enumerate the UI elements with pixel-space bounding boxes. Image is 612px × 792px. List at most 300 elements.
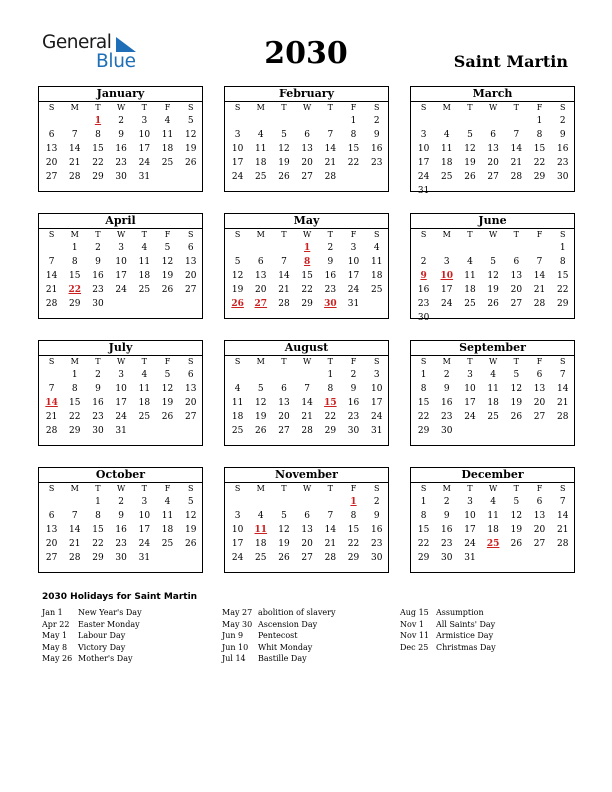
weekday-header: T [467, 484, 473, 493]
day-cell: 14 [533, 271, 546, 281]
day-cell: 27 [533, 539, 546, 549]
logo [42, 32, 142, 72]
weekday-header: F [350, 103, 357, 112]
day-cell: 17 [115, 398, 127, 408]
day-cell: 31 [138, 553, 151, 563]
day-cell: 12 [184, 511, 197, 521]
day-cell: 19 [161, 271, 174, 281]
empty-cell [412, 241, 435, 255]
day-cell: 13 [255, 271, 267, 281]
day-cell: 7 [327, 511, 334, 521]
day-cell: 28 [324, 553, 337, 563]
day-cell: 14 [324, 525, 337, 535]
day-cell: 6 [281, 384, 287, 394]
day-cell: 23 [441, 539, 453, 549]
day-cell: 12 [464, 144, 476, 154]
holiday-date: Nov 1 [400, 619, 424, 629]
weekday-header: W [303, 230, 312, 239]
weekday-header: T [281, 484, 287, 493]
holiday-date: Nov 11 [400, 631, 430, 640]
month-february [224, 86, 389, 192]
day-cell: 8 [536, 130, 543, 140]
day-cell: 30 [92, 299, 104, 309]
weekday-header: S [559, 230, 566, 239]
day-cell: 14 [301, 398, 313, 408]
day-cell: 13 [301, 144, 313, 154]
empty-cell [63, 495, 86, 509]
month-title: February [225, 87, 388, 102]
weekday-header: M [442, 103, 451, 112]
day-cell: 25 [138, 412, 151, 422]
holiday-name: Whit Monday [258, 642, 313, 652]
holiday-row [222, 642, 335, 654]
holiday-date: Dec 25 [400, 642, 429, 652]
day-cell: 23 [115, 158, 127, 168]
day-cell: 15 [301, 271, 313, 281]
empty-cell [272, 114, 295, 128]
day-cell: 9 [118, 511, 125, 521]
holiday-date: May 1 [42, 631, 68, 640]
day-cell: 6 [48, 511, 55, 521]
weekday-header: S [420, 103, 427, 112]
day-cell: 6 [536, 370, 543, 380]
month-title: September [411, 341, 574, 356]
day-cell: 30 [115, 172, 127, 182]
day-cell: 3 [141, 116, 148, 126]
holiday-name: abolition of slavery [258, 608, 336, 617]
day-cell: 23 [556, 158, 569, 168]
day-cell: 25 [138, 285, 151, 295]
empty-cell [319, 495, 342, 509]
day-cell: 5 [281, 130, 287, 140]
day-cell: 29 [417, 426, 430, 436]
day-cell: 21 [45, 285, 58, 295]
day-cell: 23 [92, 285, 104, 295]
holiday-date: Apr 22 [42, 619, 70, 629]
day-cell: 7 [536, 257, 543, 267]
day-cell: 7 [48, 257, 55, 267]
day-cell: 11 [231, 398, 244, 408]
day-cell: 10 [115, 384, 127, 394]
day-cell: 23 [115, 539, 127, 549]
day-cell: 6 [48, 130, 55, 140]
day-cell: 21 [324, 158, 337, 168]
holiday-name: Bastille Day [258, 654, 307, 663]
empty-cell [435, 241, 458, 255]
day-cell: 14 [278, 271, 290, 281]
day-cell: 14 [324, 144, 337, 154]
day-cell: 30 [92, 426, 104, 436]
empty-cell [249, 368, 272, 382]
day-cell: 24 [138, 158, 151, 168]
day-cell: 29 [92, 553, 104, 563]
month-april [38, 213, 203, 319]
day-cell: 1 [71, 243, 78, 253]
day-cell: 14 [45, 271, 58, 281]
day-cell: 16 [441, 398, 453, 408]
day-cell: 20 [255, 285, 267, 295]
day-cell: 26 [487, 299, 499, 309]
day-cell: 20 [278, 412, 290, 422]
day-cell: 19 [278, 158, 290, 168]
day-cell: 3 [467, 497, 473, 507]
day-cell: 11 [370, 257, 383, 267]
day-cell: 14 [556, 511, 569, 521]
weekday-header: T [141, 484, 148, 493]
day-cell: 18 [138, 398, 151, 408]
day-cell: 9 [95, 257, 101, 267]
weekday-header: T [95, 103, 101, 112]
day-cell: 24 [115, 285, 127, 295]
day-cell: 15 [347, 144, 360, 154]
holiday-column [42, 607, 142, 665]
day-cell: 3 [373, 370, 380, 380]
holiday-day: 26 [231, 299, 244, 309]
day-cell: 3 [141, 497, 148, 507]
day-cell: 2 [559, 116, 566, 126]
day-cell: 27 [45, 172, 58, 182]
weekday-header: S [48, 357, 55, 366]
day-cell: 1 [536, 116, 543, 126]
holiday-name: All Saints' Day [436, 619, 496, 629]
weekday-header: S [48, 103, 55, 112]
holiday-date: Jul 14 [222, 654, 246, 663]
day-cell: 7 [71, 130, 78, 140]
holiday-name: Assumption [436, 608, 484, 617]
weekday-header: S [234, 230, 241, 239]
logo-blue-text: Blue [96, 51, 136, 72]
weekday-header: F [536, 103, 543, 112]
day-grid [411, 483, 574, 565]
day-cell: 28 [556, 539, 569, 549]
day-cell: 11 [487, 511, 499, 521]
day-cell: 26 [278, 172, 290, 182]
day-cell: 21 [533, 285, 546, 295]
day-cell: 4 [490, 370, 497, 380]
day-cell: 22 [556, 285, 569, 295]
day-cell: 23 [370, 539, 383, 549]
day-cell: 2 [350, 370, 357, 380]
day-cell: 13 [533, 511, 546, 521]
holiday-day: 8 [304, 257, 311, 267]
holiday-row [400, 630, 496, 642]
empty-cell [505, 241, 528, 255]
holiday-row [400, 642, 496, 654]
weekday-header: S [559, 357, 566, 366]
day-grid [225, 102, 388, 184]
day-cell: 25 [255, 172, 267, 182]
day-cell: 4 [373, 243, 380, 253]
month-june [410, 213, 575, 323]
day-cell: 16 [115, 525, 127, 535]
weekday-header: T [327, 484, 334, 493]
day-cell: 18 [487, 398, 499, 408]
weekday-header: W [117, 357, 126, 366]
day-cell: 18 [161, 525, 174, 535]
holiday-row [400, 619, 496, 631]
day-cell: 1 [420, 497, 427, 507]
empty-cell [249, 114, 272, 128]
weekday-header: S [420, 484, 427, 493]
weekday-header: T [95, 484, 101, 493]
empty-cell [272, 495, 295, 509]
weekday-header: S [187, 484, 194, 493]
holiday-row [222, 630, 335, 642]
day-cell: 18 [231, 412, 244, 422]
day-cell: 26 [184, 539, 197, 549]
day-cell: 23 [370, 158, 383, 168]
day-cell: 17 [115, 271, 127, 281]
day-cell: 15 [417, 398, 430, 408]
day-cell: 22 [92, 158, 104, 168]
holiday-name: Christmas Day [436, 642, 496, 652]
day-cell: 27 [278, 426, 290, 436]
day-cell: 4 [257, 130, 264, 140]
day-cell: 7 [327, 130, 334, 140]
day-cell: 19 [255, 412, 267, 422]
month-march [410, 86, 575, 196]
holiday-day: 1 [94, 116, 102, 126]
day-cell: 27 [184, 285, 197, 295]
day-cell: 31 [417, 186, 430, 196]
empty-cell [40, 241, 63, 255]
day-cell: 30 [441, 553, 453, 563]
day-cell: 20 [301, 158, 313, 168]
weekday-header: F [350, 357, 357, 366]
day-cell: 29 [556, 299, 569, 309]
day-cell: 5 [187, 116, 194, 126]
day-cell: 22 [347, 158, 360, 168]
holiday-name: Pentecost [258, 631, 298, 640]
day-cell: 12 [161, 384, 174, 394]
day-cell: 27 [45, 553, 58, 563]
weekday-header: S [373, 357, 380, 366]
day-cell: 7 [48, 384, 55, 394]
day-cell: 5 [164, 370, 171, 380]
day-cell: 20 [510, 285, 523, 295]
day-cell: 27 [184, 412, 197, 422]
day-cell: 5 [513, 370, 520, 380]
day-cell: 17 [441, 285, 453, 295]
day-cell: 30 [370, 553, 383, 563]
day-cell: 29 [324, 426, 337, 436]
day-cell: 20 [45, 158, 58, 168]
day-cell: 13 [533, 384, 546, 394]
day-grid [411, 102, 574, 198]
day-cell: 27 [301, 553, 313, 563]
empty-cell [40, 495, 63, 509]
day-cell: 11 [138, 257, 151, 267]
holiday-row [42, 619, 142, 631]
holiday-day: 22 [68, 285, 82, 295]
day-cell: 17 [464, 525, 476, 535]
weekday-header: T [281, 230, 287, 239]
weekday-header: T [141, 230, 148, 239]
day-cell: 1 [350, 116, 357, 126]
day-cell: 23 [347, 412, 360, 422]
day-cell: 7 [559, 370, 566, 380]
weekday-header: T [95, 357, 101, 366]
month-september [410, 340, 575, 446]
holiday-date: Jun 9 [222, 631, 244, 640]
day-cell: 5 [257, 384, 264, 394]
weekday-header: M [256, 484, 265, 493]
day-cell: 24 [441, 299, 453, 309]
day-cell: 16 [370, 525, 383, 535]
day-cell: 11 [441, 144, 453, 154]
day-cell: 5 [164, 243, 171, 253]
day-cell: 12 [231, 271, 244, 281]
day-cell: 13 [45, 144, 58, 154]
weekday-header: F [536, 230, 543, 239]
day-cell: 4 [490, 497, 497, 507]
holiday-day: 15 [324, 398, 337, 408]
weekday-header: S [373, 484, 380, 493]
day-cell: 22 [92, 539, 104, 549]
weekday-header: W [489, 357, 498, 366]
month-january [38, 86, 203, 192]
day-cell: 12 [278, 525, 290, 535]
day-cell: 4 [257, 511, 264, 521]
empty-cell [412, 114, 435, 128]
weekday-header: F [350, 484, 357, 493]
weekday-header: M [442, 484, 451, 493]
day-cell: 12 [184, 130, 197, 140]
day-cell: 5 [490, 257, 497, 267]
day-cell: 15 [92, 525, 104, 535]
holiday-day: 10 [440, 271, 454, 281]
day-cell: 14 [69, 144, 81, 154]
weekday-header: T [327, 103, 334, 112]
day-cell: 31 [115, 426, 127, 436]
day-cell: 17 [138, 144, 151, 154]
day-cell: 28 [324, 172, 337, 182]
day-cell: 5 [513, 497, 520, 507]
month-title: April [39, 214, 202, 229]
day-cell: 11 [161, 511, 174, 521]
day-cell: 28 [533, 299, 546, 309]
holiday-date: Jun 10 [222, 642, 249, 652]
empty-cell [226, 241, 249, 255]
weekday-header: S [48, 230, 55, 239]
day-cell: 20 [184, 271, 197, 281]
day-cell: 10 [370, 384, 383, 394]
holiday-date: May 26 [42, 654, 73, 663]
day-cell: 1 [95, 497, 101, 507]
holidays-title: 2030 Holidays for Saint Martin [42, 592, 198, 602]
day-grid [225, 483, 388, 565]
day-cell: 16 [441, 525, 453, 535]
holiday-column [400, 607, 496, 653]
day-cell: 3 [118, 370, 125, 380]
weekday-header: M [256, 357, 265, 366]
day-cell: 23 [417, 299, 430, 309]
holiday-day: 27 [254, 299, 268, 309]
day-cell: 21 [510, 158, 523, 168]
weekday-header: W [303, 357, 312, 366]
empty-cell [249, 241, 272, 255]
holiday-day: 25 [486, 539, 500, 549]
month-july [38, 340, 203, 446]
weekday-header: W [117, 484, 126, 493]
day-cell: 29 [301, 299, 313, 309]
holiday-row [400, 607, 496, 619]
day-cell: 6 [304, 511, 311, 521]
month-october [38, 467, 203, 573]
empty-cell [482, 114, 505, 128]
day-cell: 16 [92, 271, 104, 281]
day-cell: 24 [115, 412, 127, 422]
day-cell: 18 [255, 158, 267, 168]
empty-cell [458, 241, 481, 255]
day-cell: 9 [95, 384, 101, 394]
day-cell: 26 [278, 553, 290, 563]
day-cell: 17 [417, 158, 430, 168]
holiday-name: Ascension Day [258, 619, 318, 629]
day-cell: 2 [373, 497, 380, 507]
weekday-header: F [164, 103, 171, 112]
month-title: December [411, 468, 574, 483]
day-cell: 3 [420, 130, 427, 140]
day-cell: 9 [373, 130, 380, 140]
holiday-name: Labour Day [78, 631, 126, 640]
day-cell: 4 [141, 370, 148, 380]
day-cell: 21 [301, 412, 313, 422]
day-cell: 17 [231, 158, 244, 168]
day-cell: 21 [324, 539, 337, 549]
month-title: June [411, 214, 574, 229]
day-cell: 19 [184, 525, 197, 535]
day-grid [39, 102, 202, 184]
day-cell: 21 [45, 412, 58, 422]
empty-cell [226, 114, 249, 128]
day-cell: 7 [304, 384, 311, 394]
day-cell: 7 [281, 257, 287, 267]
weekday-header: W [303, 103, 312, 112]
day-cell: 8 [350, 130, 357, 140]
day-cell: 9 [373, 511, 380, 521]
day-cell: 19 [184, 144, 197, 154]
day-cell: 1 [71, 370, 78, 380]
day-cell: 2 [118, 497, 125, 507]
day-cell: 2 [443, 497, 450, 507]
holiday-name: New Year's Day [78, 608, 142, 617]
day-cell: 12 [510, 511, 523, 521]
empty-cell [505, 114, 528, 128]
empty-cell [226, 368, 249, 382]
day-cell: 2 [95, 370, 101, 380]
day-cell: 3 [467, 370, 473, 380]
weekday-header: T [141, 357, 148, 366]
day-cell: 11 [161, 130, 174, 140]
day-cell: 26 [510, 412, 523, 422]
holiday-day: 9 [420, 271, 427, 281]
day-cell: 12 [278, 144, 290, 154]
day-cell: 20 [184, 398, 197, 408]
day-cell: 18 [464, 285, 476, 295]
day-cell: 13 [510, 271, 523, 281]
empty-cell [296, 495, 319, 509]
day-cell: 3 [443, 257, 450, 267]
weekday-header: S [187, 103, 194, 112]
day-cell: 15 [417, 525, 430, 535]
weekday-header: S [420, 230, 427, 239]
day-cell: 15 [92, 144, 104, 154]
day-cell: 21 [556, 525, 569, 535]
day-cell: 25 [441, 172, 453, 182]
holiday-row [42, 607, 142, 619]
day-cell: 27 [301, 172, 313, 182]
